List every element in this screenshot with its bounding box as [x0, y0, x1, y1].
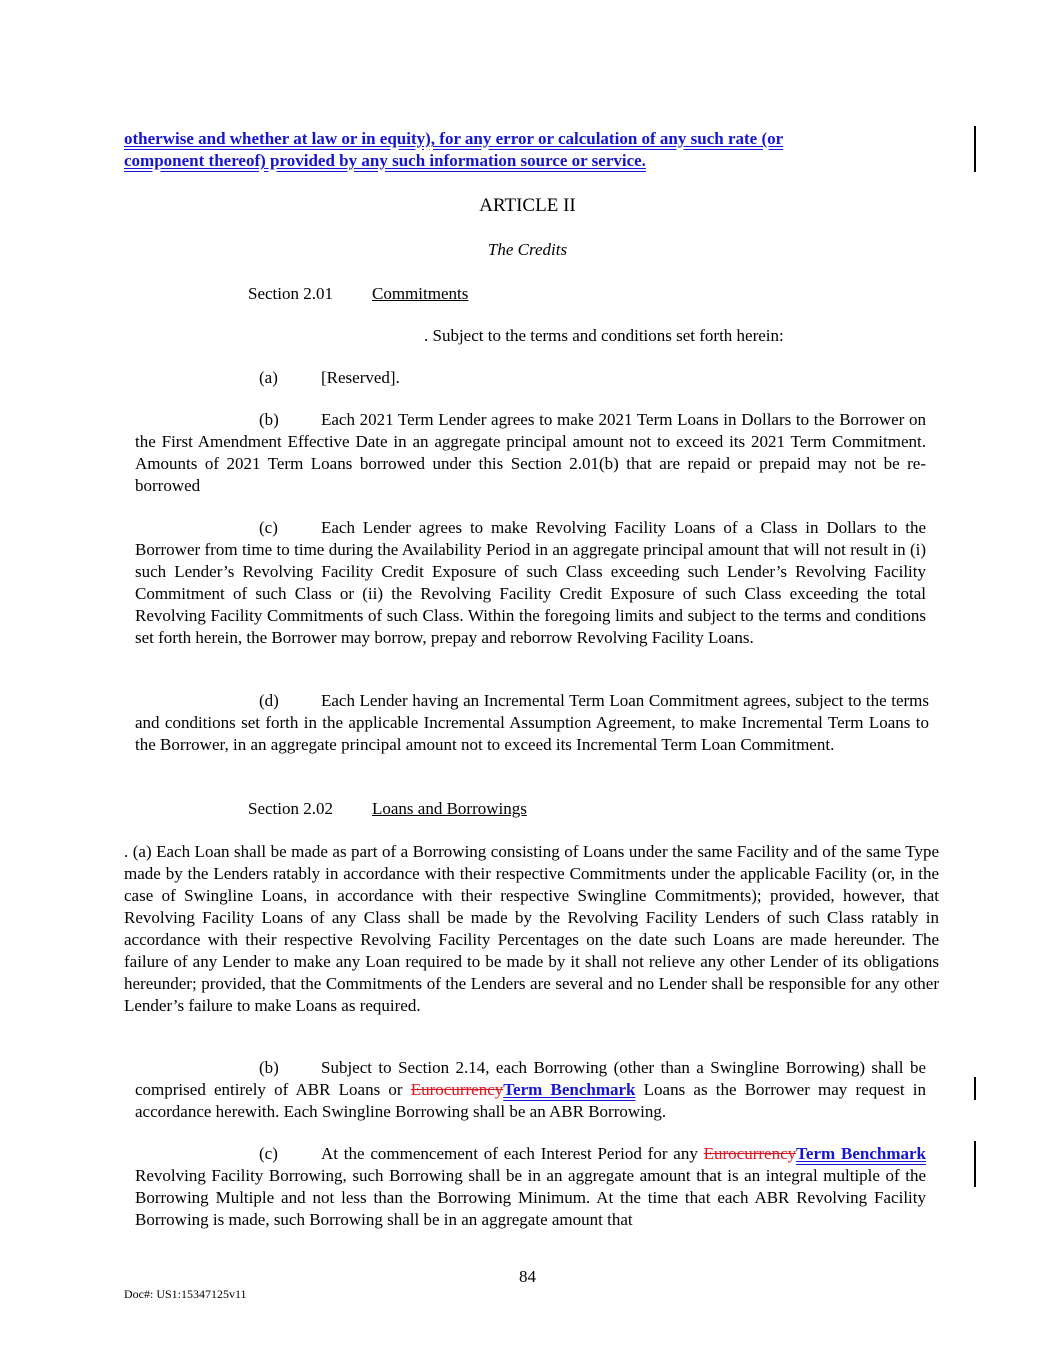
section-202-c-inserted: Term Benchmark [796, 1144, 926, 1163]
change-bar [974, 1077, 976, 1100]
section-202-c-post: Revolving Facility Borrowing, such Borrowing shall be in an aggregate amount that is an integral multiple of the Borrowing Multiple and not less than the Borrowing Minimum. At the time that each ABR Revolving Facility Borrowing is made, such Borrowing shall be in an aggregate amount that [135, 1166, 926, 1229]
section-201-c-text: Each Lender agrees to make Revolving Facility Loans of a Class in Dollars to the Borrower from time to time during the Availability Period in an aggregate principal amount that will not result in (i) such Lender’s Revolving Facility Credit Exposure of such Class exceeding such Lender’s Revolving Facility Commitment of such Class or (ii) the Revolving Facility Credit Exposure of such Class exceeding the total Revolving Facility Commitments of such Class. Within the foregoing limits and subject to the terms and conditions set forth herein, the Borrower may borrow, prepay and reborrow Revolving Facility Loans. [135, 518, 926, 647]
section-202-c-pre: At the commencement of each Interest Period for any [321, 1144, 704, 1163]
section-202-number: Section 2.02 [248, 799, 333, 818]
section-202-title: Loans and Borrowings [372, 799, 527, 818]
section-201-c-label: (c) [259, 518, 278, 537]
section-202-b-post: Loans as the Borrower may request in accordance herewith. Each Swingline Borrowing shall be an ABR Borrowing. [135, 1080, 926, 1121]
section-201-c [135, 517, 926, 649]
intro-line-1: otherwise and whether at law or in equity), for any error or calculation of any such rate (or [124, 129, 784, 148]
section-201-b-text: Each 2021 Term Lender agrees to make 2021 Term Loans in Dollars to the Borrower on the First Amendment Effective Date in an aggregate principal amount not to exceed its 2021 Term Commitment. Amounts of 2021 Term Loans borrowed under this Section 2.01(b) that are repaid or prepaid may not be re-borrowed [135, 410, 926, 495]
section-202-c-label: (c) [259, 1144, 278, 1163]
section-201-a-label: (a) [259, 368, 278, 387]
section-201-number: Section 2.01 [248, 284, 333, 303]
section-201-d-text: Each Lender having an Incremental Term Loan Commitment agrees, subject to the terms and conditions set forth in the applicable Incremental Assumption Agreement, to make Incremental Term Loans to the Borrower, in an aggregate principal amount not to exceed its Incremental Term Loan Commitment. [135, 691, 929, 754]
article-heading: ARTICLE II [479, 195, 576, 216]
intro-line-2: component thereof) provided by any such information source or service. [124, 151, 646, 170]
section-201-b-label: (b) [259, 410, 279, 429]
section-201-a-text: [Reserved]. [321, 368, 400, 387]
section-202-c [135, 1143, 926, 1231]
section-201-lead: . Subject to the terms and conditions set forth herein: [424, 326, 784, 345]
change-bar [974, 1141, 976, 1187]
section-202-b-inserted: Term Benchmark [503, 1080, 636, 1099]
section-201-b [135, 409, 926, 497]
section-201-d [135, 690, 929, 756]
section-202-b [135, 1057, 926, 1123]
section-202-c-deleted: Eurocurrency [703, 1144, 797, 1163]
page-number: 84 [519, 1267, 536, 1286]
change-bar [974, 126, 976, 172]
section-202-a: . (a) Each Loan shall be made as part of a Borrowing consisting of Loans under the same Facility and of the same Type made by the Lenders ratably in accordance with their respective Commitments under the applicable Facility (or, in the case of Swingline Loans, in accordance with their respective Swingline Commitments); provided, however, that Revolving Facility Loans of any Class shall be made by the Revolving Facility Lenders of such Class ratably in accordance with their respective Revolving Facility Percentages on the date such Loans are made hereunder. The failure of any Lender to make any Loan required to be made by it shall not relieve any other Lender of its obligations hereunder; provided, that the Commitments of the Lenders are several and no Lender shall be responsible for any other Lender’s failure to make Loans as required. [124, 842, 939, 1015]
section-202-b-label: (b) [259, 1058, 279, 1077]
section-201-d-label: (d) [259, 691, 279, 710]
doc-id: Doc#: US1:15347125v11 [124, 1287, 247, 1301]
intro-paragraph [124, 128, 926, 172]
section-202-b-pre: Subject to Section 2.14, each Borrowing (other than a Swingline Borrowing) shall be comprised entirely of ABR Loans or [135, 1058, 926, 1099]
section-202-b-deleted: Eurocurrency [410, 1080, 504, 1099]
section-201-title: Commitments [372, 284, 469, 303]
article-subtitle: The Credits [487, 240, 568, 259]
